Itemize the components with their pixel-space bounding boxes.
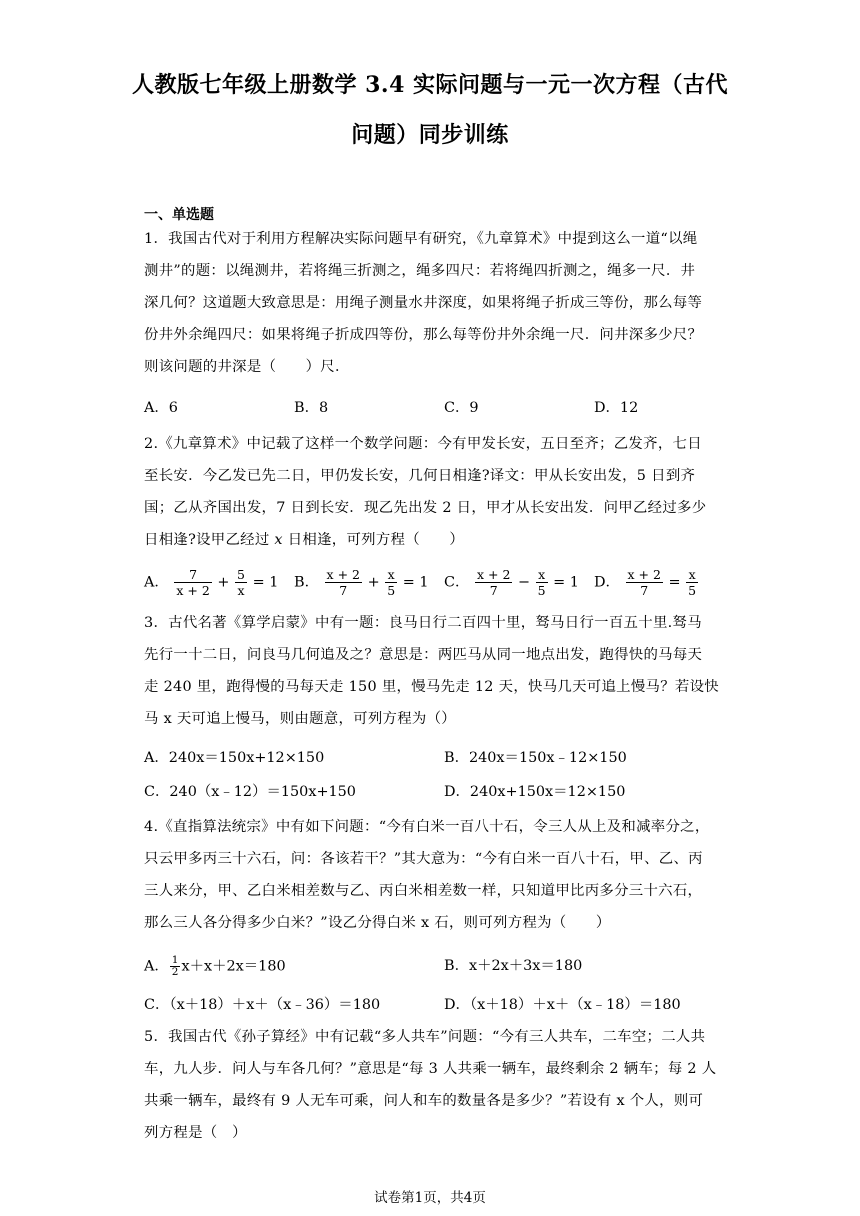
q1-line: 1．我国古代对于利用方程解决实际问题早有研究，《九章算术》中提到这么一道“以绳 [144, 231, 698, 247]
option-letter: A． [144, 958, 169, 975]
fraction [686, 567, 698, 598]
q4-line: 那么三人各分得多少白米？”设乙分得白米 x 石，则可列方程为（ ） [144, 915, 611, 931]
q1-option-d: D．12 [594, 400, 639, 416]
q4-option-b: B．x＋2x＋3x＝180 [444, 958, 583, 974]
section-heading: 一、单选题 [144, 207, 214, 223]
q3-option-b: B．240x＝150x﹣12×150 [444, 750, 627, 766]
option-text: x＋x＋2x＝180 [181, 958, 286, 975]
denominator: 7 [339, 583, 348, 598]
numerator: x + 2 [627, 567, 661, 582]
document-title-line1: 人教版七年级上册数学 3.4 实际问题与一元一次方程（古代 [131, 72, 729, 98]
numerator: x [385, 567, 397, 583]
q1-line: 深几何？这道题大致意思是：用绳子测量水井深度，如果将绳子折成三等份，那么每等 [144, 295, 703, 311]
numerator: x [536, 567, 548, 583]
q5-line: 5．我国古代《孙子算经》中有记载“多人共车”问题：“今有三人共车，二车空；二人共 [144, 1029, 706, 1045]
denominator: x [237, 583, 245, 598]
option-letter: C． [444, 574, 470, 591]
numerator: 7 [174, 567, 211, 583]
option-letter: B． [294, 574, 319, 591]
fraction [536, 567, 548, 598]
rhs: = 1 [402, 574, 429, 591]
document-title-line2: 问题）同步训练 [351, 122, 509, 148]
variable-x: x [274, 532, 283, 548]
q3-option-d: D．240x+150x＝12×150 [444, 784, 626, 800]
operator: + [217, 574, 230, 591]
q3-line: 3．古代名著《算学启蒙》中有一题：良马日行二百四十里，驽马日行一百五十里.驽马 [144, 615, 702, 631]
q1-line: 份井外余绳四尺：如果将绳子折成四等份，那么每等份井外余绳一尺．问井深多少尺？ [144, 327, 703, 343]
rhs: = 1 [252, 574, 279, 591]
denominator: 2 [171, 966, 179, 978]
operator: − [518, 574, 531, 591]
q1-line: 测井”的题：以绳测井，若将绳三折测之，绳多四尺：若将绳四折测之，绳多一尺．井 [144, 263, 696, 279]
denominator: x + 2 [176, 583, 210, 598]
q3-option-c: C．240（x﹣12）＝150x+150 [144, 784, 356, 800]
q5-line: 车，九人步．问人与车各几何？”意思是“每 3 人共乘一辆车，最终剩余 2 辆车；每 2 人 [144, 1061, 717, 1077]
fraction [475, 567, 512, 598]
page-footer: 试卷第1页，共4页 [374, 1190, 486, 1206]
fraction [626, 567, 663, 598]
numerator: x [686, 567, 698, 583]
q2-option-b [294, 567, 429, 598]
q2-line4-part: 日相逢?设甲乙经过 [144, 532, 275, 548]
fraction [170, 955, 181, 978]
numerator: x + 2 [476, 567, 511, 582]
numerator: 5 [237, 567, 245, 582]
q5-line: 共乘一辆车，最终有 9 人无车可乘，问人和车的数量各是多少？”若设有 x 个人，则可 [144, 1093, 704, 1109]
fraction [385, 567, 397, 598]
q2-line [144, 530, 724, 550]
q4-option-a [144, 955, 286, 978]
q2-option-c [444, 567, 579, 598]
q1-option-b: B．8 [294, 400, 329, 416]
q2-line: 国；乙从齐国出发，7 日到长安．现乙先出发 2 日，甲才从长安出发．问甲乙经过多少 [144, 500, 707, 516]
q3-line: 马 x 天可追上慢马，则由题意，可列方程为（） [144, 711, 456, 727]
denominator: 7 [640, 583, 649, 598]
q5-line: 列方程是（ ） [144, 1125, 247, 1141]
q3-line: 走 240 里，跑得慢的马每天走 150 里，慢马先走 12 天，快马几天可追上慢马？若设快 [144, 679, 719, 695]
q4-line: 4.《直指算法统宗》中有如下问题：“今有白米一百八十石，令三人从上及和减率分之， [144, 819, 710, 835]
q3-option-a: A．240x＝150x+12×150 [144, 750, 325, 766]
q4-line: 只云甲多丙三十六石，问：各该若干？”其大意为：“今有白米一百八十石，甲、乙、丙 [144, 851, 703, 867]
fraction [174, 567, 211, 598]
fraction [235, 567, 247, 598]
q2-line4-part: 日相逢，可列方程（ ） [282, 532, 465, 548]
q2-option-a [144, 567, 278, 598]
option-letter: D． [594, 574, 620, 591]
denominator: 5 [537, 583, 546, 598]
q2-line: 2.《九章算术》中记载了这样一个数学问题：今有甲发长安，五日至齐；乙发齐，七日 [144, 436, 702, 452]
denominator: 7 [489, 583, 498, 598]
option-letter: A． [144, 574, 169, 591]
fraction [325, 567, 362, 598]
q4-option-c: C．（x＋18）＋x＋（x﹣36）＝180 [144, 997, 381, 1013]
q1-line: 则该问题的井深是（ ）尺． [144, 359, 350, 375]
q3-line: 先行一十二日，问良马几何追及之？意思是：两匹马从同一地点出发，跑得快的马每天 [144, 647, 703, 663]
q1-option-a: A．6 [144, 400, 178, 416]
numerator: 1 [171, 954, 179, 966]
operator: = [668, 574, 681, 591]
q4-option-d: D．（x＋18）＋x＋（x﹣18）＝180 [444, 997, 681, 1013]
denominator: 5 [688, 583, 697, 598]
rhs: = 1 [553, 574, 579, 591]
q2-line: 至长安．今乙发已先二日，甲仍发长安，几何日相逢?译文：甲从长安出发，5 日到齐 [144, 468, 696, 484]
numerator: x + 2 [326, 567, 360, 582]
operator: + [367, 574, 380, 591]
q1-option-c: C．9 [444, 400, 479, 416]
q2-option-d [594, 567, 699, 598]
denominator: 5 [387, 583, 396, 598]
q4-line: 三人来分，甲、乙白米相差数与乙、丙白米相差数一样，只知道甲比丙多分三十六石， [144, 883, 703, 899]
